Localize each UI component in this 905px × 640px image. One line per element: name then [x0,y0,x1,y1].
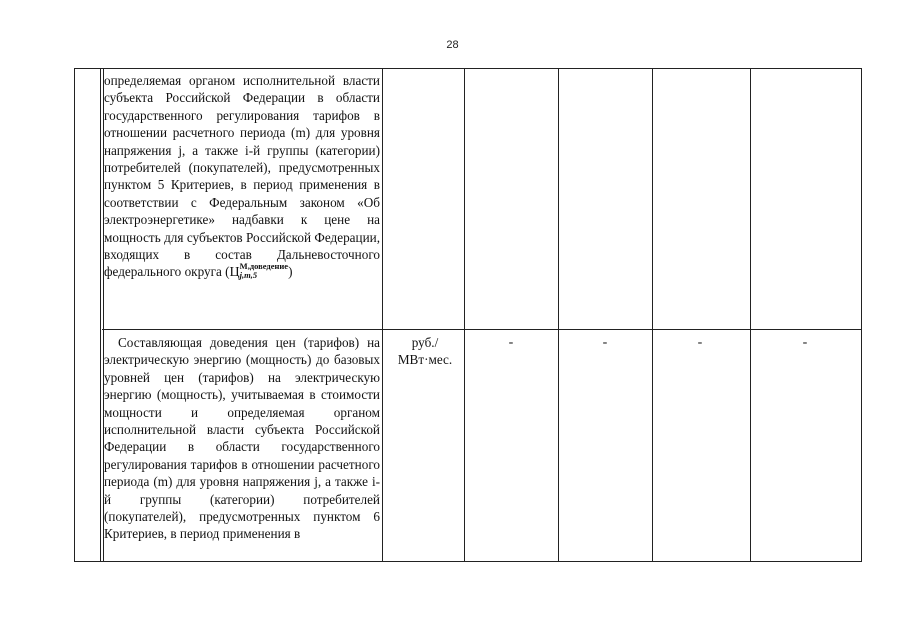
column-divider-value-2 [652,69,653,561]
column-divider-unit [464,69,465,561]
formula-subscript: j,m,5 [239,270,258,281]
formula-indices [240,262,288,280]
row-2-value-3: - [697,335,703,350]
row-1-description-text: определяемая органом исполнительной власти субъекта Российской Федерации в области государственного регулирования тарифов в отношении расчетного периода (m) для уровня напряжения j, а также i-й группы (категории) потребителей (покупателей), предусмотренных пунктом 5 Критериев, в период применения в соответствии с Федеральным законом «Об электроэнергетике» надбавки к цене на мощность для субъектов Российской Федерации, входящих в состав Дальневосточного федерального округа [104,73,380,280]
page-number: 28 [446,39,459,51]
row-2-description: Составляющая доведения цен (тарифов) на электрическую энергию (мощность) до базовых уровней цен (тарифов) на электрическую энергию (мощность), учитываемая в стоимости мощности и определяемая органом исполнительной власти субъекта Российской Федерации в области государственного регулирования тарифов в отношении расчетного периода (m) для уровня напряжения j, а также i-й группы (категории) потребителей (покупателей), предусмотренных пунктом 6 Критериев, в период применения в [104,335,380,542]
column-divider-value-3 [750,69,751,561]
row-2-value-2: - [602,335,608,350]
row-1-formula [225,261,293,281]
row-2-unit: руб./ МВт·мес. [397,335,453,368]
row-2-value-4: - [802,335,808,350]
row-1-description [104,72,380,282]
row-divider [102,329,861,330]
column-divider-value-1 [558,69,559,561]
row-2-value-1: - [508,335,514,350]
formula-symbol: Ц [229,265,240,281]
formula-close-paren: ) [288,264,293,280]
formula-open-paren: ( [225,264,230,280]
column-divider-description [382,69,383,561]
formula-superscript: М,доведение [239,261,289,272]
tariff-table [74,68,862,562]
